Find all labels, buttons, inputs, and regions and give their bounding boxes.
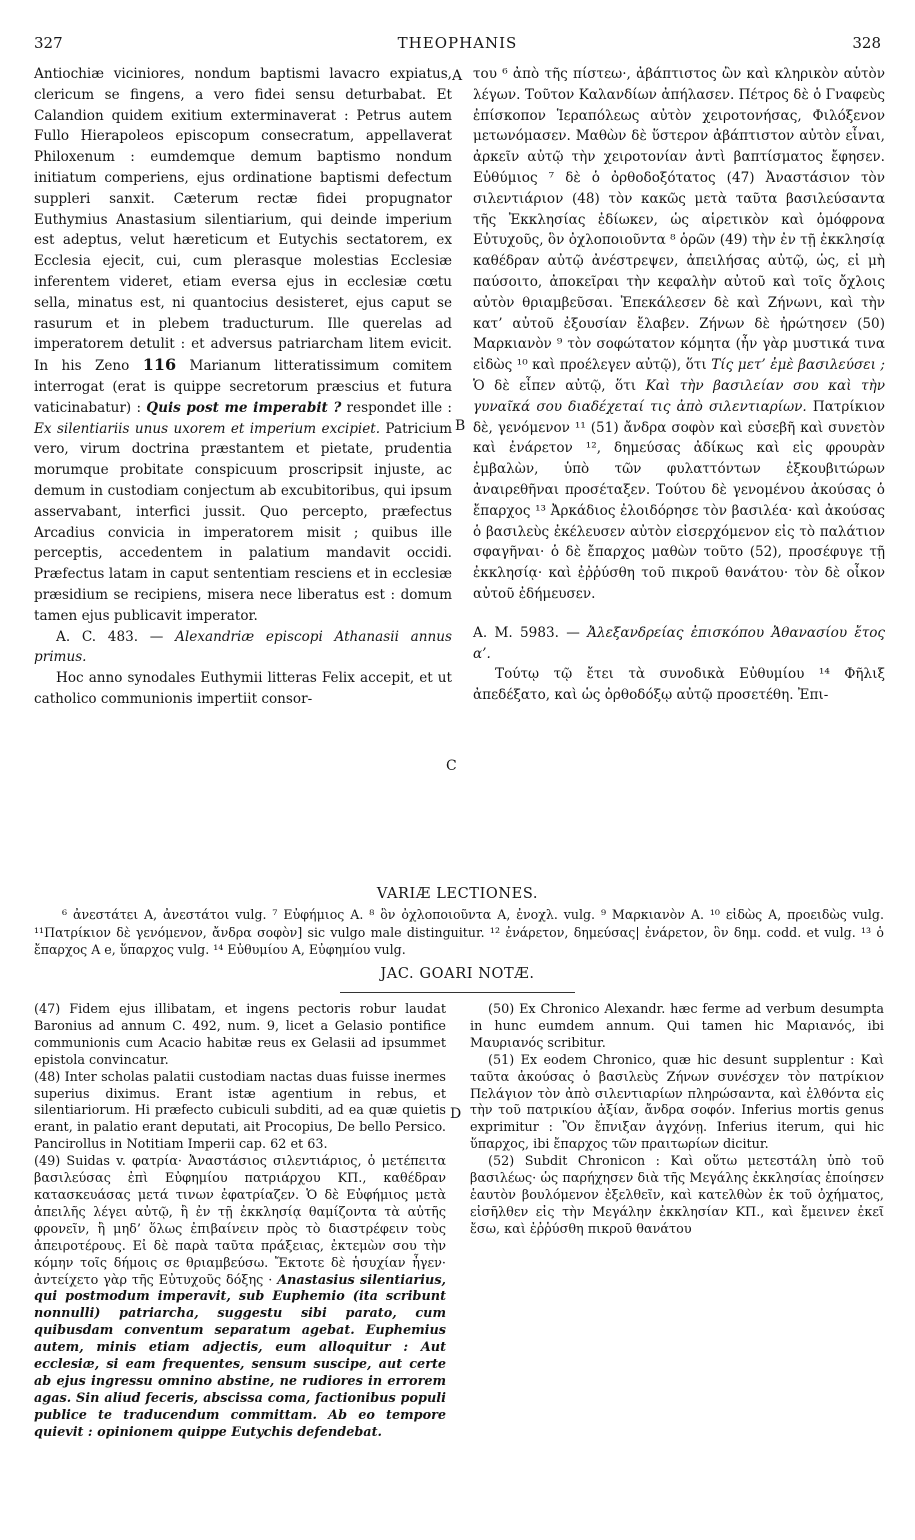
latin-year-heading: A. C. 483. — Alexandriæ episcopi Athanasii annus primus. (34, 628, 453, 666)
running-header (0, 34, 915, 56)
latin-question: Quis post me imperabit ? (146, 399, 342, 416)
latin-column (34, 64, 452, 710)
note-47: (47) Fidem ejus illibatam, et ingens pectoris robur laudat Baronius ad annum C. 492, num. 9, licet a Gelasio pontifice communionis cum Acacio habitæ reus ex Gelasii ad ipsummet epistola convincatur. (34, 1002, 446, 1068)
variae-lectiones: ⁶ ἀνεστάτει A, ἀνεστάτοι vulg. ⁷ Εὐφήμιος A. ⁸ ὃν ὀχλοποιοῦντα A, ἐνοχλ. vulg. ⁹ Μαρκιανὸν A. ¹⁰ εἰδὼς A, προειδὼς vulg. ¹¹Πατρίκιον δὲ γενόμενον, ἄνδρα σοφὸν] sic vulgo male distinguitur. ¹² ἐνάρετον, δημεύσας| ἐνάρετον, ὃν δημ. codd. et vulg. ¹³ ὁ ἔπαρχος A e, ὕπαρχος vulg. ¹⁴ Εὐθυμίου A, Εὐφημίου vulg. (34, 907, 884, 958)
note-50: (50) Ex Chronico Alexandr. hæc ferme ad verbum desumpta in hunc eumdem annum. Qui tamen hic Μαριανός, ibi Μαυριανός scribitur. (470, 1002, 884, 1051)
margin-letter-c: C (446, 758, 457, 774)
greek-paragraph-2: Τούτῳ τῷ ἔτει τὰ συνοδικὰ Εὐθυμίου ¹⁴ Φῆλιξ ἀπεδέξατο, καὶ ὡς ὀρθοδόξῳ αὐτῷ προσετέθη. Ἐπι- (473, 666, 885, 704)
latin-answer: Ex silentiariis unus uxorem et imperium excipiet. (34, 420, 381, 437)
note-48: (48) Inter scholas palatii custodiam nactas duas fuisse inermes superius diximus. Erant istæ agentium in rebus, et silentiariorum. Hi præfecto cubiculi subditi, ad ea quæ quietis erant, in palatio erant deputati, ait Procopius, De bello Persico. Pancirollus in Notitiam Imperii cap. 62 et 63. (34, 1069, 446, 1153)
greek-answer: Καὶ τὴν βασιλείαν σου καὶ τὴν γυναῖκά σου διαδέχεταί τις ἀπὸ σιλεντιαρίων. (473, 377, 885, 415)
greek-column (473, 64, 885, 706)
variae-title: VARIÆ LECTIONES. (376, 886, 539, 902)
page-number-right: 328 (852, 34, 881, 52)
margin-letter-b: B (455, 418, 466, 434)
note-51: (51) Ex eodem Chronico, quæ hic desunt supplentur : Καὶ ταῦτα ἀκούσας ὁ βασιλεὺς Ζήνων συνέσχεν τὸν πατρίκιον Πελάγιον τὸν ἀπὸ σιλεντιαρίων πληρώσαντα, καὶ ἐλθόντα εἰς τὴν τοῦ πατρικίου ἀξίαν, ἄνδρα σοφόν. Inferius mortis genus exprimitur : Ὃν ἔπνιξαν ἀγχόνῃ. Inferius iterum, qui hic ὕπαρχος, ibi ἔπαρχος τῶν πραιτωρίων dicitur. (470, 1052, 884, 1153)
latin-paragraph: Antiochiæ viciniores, nondum baptismi lavacro expiatus, clericum se fingens, a vero fidei sensu deturbabat. Et Calandion quidem exitium exterminaverat : Petrus autem Fullo Hierapoleos episcopum consecratum, appellaverat Philoxenum : eumdemque demum baptismo nondum initiatum comperiens, ejus ordinatione baptismi defectum suppleri sanxit. Cæterum rectæ fidei propugnator Euthymius Anastasium silentiarium, qui deinde imperium est adeptus, velut hæreticum et Eutychis sectatorem, ex Ecclesia ejecit, cui, cum plerasque molestias Ecclesiæ inferentem videret, etiam eversa ejus in ecclesiæ cœtu sella, minatus est, ni quantocius desisteret, ejus caput se rasurum et in plebem traducturum. Ille querelas ad imperatorem detulit : et adversus patriarcham litem evicit. In his Zeno 116 Marianum litteratissimum comitem interrogat (erat is quippe secretorum præscius et futura vaticinabatur) : Quis post me imperabit ? respondet ille : Ex silentiariis unus uxorem et imperium excipiet. Patricium vero, virum doctrina præstantem et pietate, prudentia morumque probitate conspicuum proscripsit injuste, ac demum in custodiam conjectum ab excubitoribus, qui ipsum asservabant, interfici jussit. Quo percepto, præfectus Arcadius convicia in imperatorem misit ; quibus ille perceptis, accedentem in palatium mandavit occidi. Præfectus latam in caput sententiam resciens et in ecclesiæ præsidium se recipiens, misera nece liberatus est : domum tamen ejus publicavit imperator. (34, 66, 453, 624)
greek-year-heading: A. M. 5983. — Ἀλεξανδρείας ἐπισκόπου Ἀθανασίου ἔτος α’. (473, 624, 886, 662)
page-marker: 116 (142, 355, 177, 375)
running-title: THEOPHANIS (397, 34, 518, 52)
notes-right-column (470, 1002, 884, 1239)
notes-left-column (34, 1002, 446, 1442)
note-49: (49) Suidas v. φατρία· Ἀναστάσιος σιλεντιάριος, ὁ μετέπειτα βασιλεύσας ἐπὶ Εὐφημίου πατριάρχου ΚΠ., καθέδραν κατασκευάσας μετά τινων ἐφατρίαζεν. Ὁ δὲ Εὐφήμιος μετὰ ἀπειλῆς λέγει αὐτῷ, ἢ ἐν τῇ ἐκκλησίᾳ θαμίζοντα τὰ αὐτῆς φρονεῖν, ἢ μηδ’ ὅλως ἐπιβαίνειν πρὸς τὸ διαστρέφειν τοὺς ἀπειροτέρους. Εἰ δὲ παρὰ ταῦτα πράξειας, ἐκτεμὼν σου τὴν κόμην τοῖς δήμοις σε θριαμβεύσω. Ἔκτοτε δὲ ἡσυχίαν ἦγεν· ἀντείχετο γὰρ τῆς Εὐτυχοῦς δόξης · Anastasius silentiarius, qui postmodum imperavit, sub Euphemio (ita scribunt nonnulli) patriarcha, suggestu sibi parato, cum quibusdam conventum separatum agebat. Euphemius autem, minis etiam adjectis, eum alloquitur : Aut ecclesiæ, si eam frequentes, sensum suscipe, aut certe ab ejus ingressu omnino abstine, ne rudiores in errorem agas. Sin aliud feceris, abscissa coma, factionibus populi publice te traducendum committam. Ab eo tempore quievit : opinionem quippe Eutychis defendebat. (34, 1154, 447, 1440)
margin-letter-a: A (452, 68, 463, 84)
greek-question: Τίς μετ’ ἐμὲ βασιλεύσει ; (711, 357, 885, 374)
notes-title: JAC. GOARI NOTÆ. (380, 966, 535, 982)
latin-paragraph-2: Hoc anno synodales Euthymii litteras Felix accepit, et ut catholico communionis impertiit consor- (34, 670, 452, 707)
page-number-left: 327 (34, 34, 63, 52)
greek-paragraph: του ⁶ ἀπὸ τῆς πίστεω·, ἀβάπτιστος ὢν καὶ κληρικὸν αὑτὸν λέγων. Τοῦτον Καλανδίων ἀπήλασεν. Πέτρος δὲ ὁ Γναφεὺς ἐπίσκοπον Ἱεραπόλεως αὐτὸν χειροτονήσας, Φιλόξενον μετωνόμασεν. Μαθὼν δὲ ὕστερον ἀβάπτιστον αὐτὸν εἶναι, ἀρκεῖν αὐτῷ τὴν χειροτονίαν ἀντὶ βαπτίσματος ἔφησεν. Εὐθύμιος ⁷ δὲ ὁ ὀρθοδοξότατος (47) Ἀναστάσιον τὸν σιλεντιάριον (48) τὸν κακῶς μετὰ ταῦτα βασιλεύσαντα τῆς Ἐκκλησίας ἐδίωκεν, ὡς αἱρετικὸν καὶ ὁμόφρονα Εὐτυχοῦς, ὃν ὀχλοποιοῦντα ⁸ ὁρῶν (49) τὴν ἐν τῇ ἐκκλησίᾳ καθέδραν αὐτῷ ἀνέστρεψεν, ἀπειλήσας αὐτῷ, ὡς, εἰ μὴ παύσοιτο, ἀποκεῖραι τὴν κεφαλὴν αὐτοῦ καὶ τοῖς ὄχλοις αὐτὸν θριαμβεῦσαι. Ἐπεκάλεσεν δὲ καὶ Ζήνωνι, καὶ τὴν κατ’ αὐτοῦ ἐξουσίαν ἔλαβεν. Ζήνων δὲ ἠρώτησεν (50) Μαρκιανὸν ⁹ τὸν σοφώτατον κόμητα (ἦν γὰρ μυστικά τινα εἰδὼς ¹⁰ καὶ προέλεγεν αὐτῷ), ὅτι Τίς μετ’ ἐμὲ βασιλεύσει ; Ὁ δὲ εἶπεν αὐτῷ, ὅτι Καὶ τὴν βασιλείαν σου καὶ τὴν γυναῖκά σου διαδέχεταί τις ἀπὸ σιλεντιαρίων. Πατρίκιον δὲ, γενόμενον ¹¹ (51) ἄνδρα σοφὸν καὶ εὐσεβῆ καὶ συνετὸν καὶ ἐνάρετον ¹², δημεύσας ἀδίκως καὶ εἰς φρουρὰν ἐμβαλὼν, ὑπὸ τῶν φυλαττόντων ἐξκουβιτώρων ἀναιρεθῆναι προσέταξεν. Τούτου δὲ γενομένου ἀκούσας ὁ ἔπαρχος ¹³ Ἀρκάδιος ἐλοιδόρησε τὸν βασιλέα· καὶ ἀκούσας ὁ βασιλεὺς ἐκέλευσεν αὐτὸν εἰσερχόμενον εἰς τὸ παλάτιον σφαγῆναι· ὁ δὲ ἔπαρχος μαθὼν τοῦτο (52), προσέφυγε τῇ ἐκκλησίᾳ· καὶ ἐῤῥύσθη τοῦ πικροῦ θανάτου· τὸν δὲ οἶκον αὐτοῦ ἐδήμευσεν. (473, 66, 885, 602)
notes-rule (340, 992, 575, 993)
note-52: (52) Subdit Chronicon : Καὶ οὕτω μετεστάλη ὑπὸ τοῦ βασιλέως· ὡς παρήχησεν διὰ τῆς Μεγάλης ἐκκλησίας ἐποίησεν ἑαυτὸν βουλόμενον ἐξελθεῖν, καὶ κατελθὼν ἐκ τοῦ ὀχήματος, εἰσῆλθεν εἰς τὴν Μεγάλην ἐκκλησίαν ΚΠ., καὶ ἔμεινεν ἐκεῖ ἔσω, καὶ ἐῤῥύσθη πικροῦ θανάτου (470, 1154, 884, 1237)
margin-letter-d: D (450, 1106, 462, 1122)
